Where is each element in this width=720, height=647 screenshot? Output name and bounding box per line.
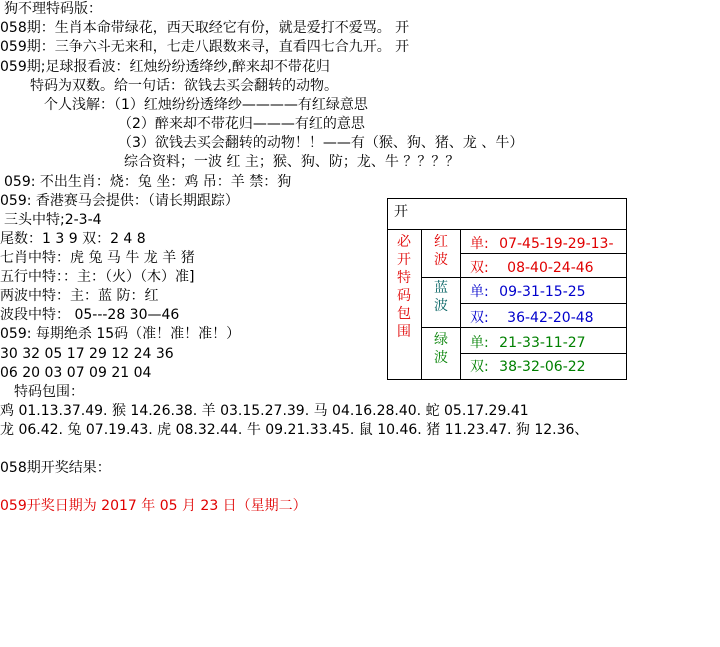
green-odd-row: [470, 332, 586, 352]
text-line: 综合资料；一波 红 主；猴、狗、防；龙、牛 ？？？？: [124, 154, 460, 170]
text-line: 波段中特： 05---28 30—46: [0, 307, 180, 323]
box-header: 开: [394, 204, 408, 220]
text-line: 059: 每期绝杀 15码（准！准！准！）: [0, 326, 241, 342]
red-odd-numbers: 07-45-19-29-13-: [499, 236, 614, 252]
text-line: 个人浅解：（1）红烛纷纷透绛纱————有红绿意思: [44, 97, 368, 113]
green-even-numbers: 38-32-06-22: [499, 359, 586, 375]
red-wave-label-text: 红波: [434, 234, 448, 268]
odd-label: 单:: [470, 335, 489, 351]
page-title: 狗不理特码版：: [4, 1, 102, 17]
side-label: [390, 233, 418, 341]
text-line: 鸡 01.13.37.49. 猴 14.26.38. 羊 03.15.27.39. 马 04.16.28.40. 蛇 05.17.29.41: [0, 403, 529, 419]
text-line: 058期：生肖本命带绿花，西天取经它有份，就是爱打不爱骂。 开: [0, 20, 410, 36]
red-odd-row: [470, 233, 614, 253]
green-even-row: [470, 356, 586, 376]
even-label: 双:: [470, 359, 489, 375]
odd-label: 单:: [470, 236, 489, 252]
text-line: 30 32 05 17 29 12 24 36: [0, 346, 174, 362]
blue-even-row: [470, 307, 594, 327]
even-label: 双:: [470, 260, 489, 276]
text-line: 059期;足球报看波：红烛纷纷透绛纱,醉来却不带花归: [0, 59, 330, 75]
text-line: 特码包围：: [14, 384, 84, 400]
even-label: 双:: [470, 310, 489, 326]
green-wave-label: [424, 331, 458, 367]
text-line: （2）醉来却不带花归———有红的意思: [118, 116, 365, 132]
red-even-numbers: 08-40-24-46: [507, 260, 594, 276]
text-line: 059: 香港赛马会提供：（请长期跟踪）: [0, 193, 239, 209]
text-line: （3）欲钱去买会翻转的动物！！——有（猴、狗、猪、龙 、牛）: [118, 135, 524, 151]
green-wave-label-text: 绿波: [434, 332, 448, 366]
text-line: 06 20 03 07 09 21 04: [0, 365, 152, 381]
blue-odd-row: [470, 281, 586, 301]
draw-date-line: 059开奖日期为 2017 年 05 月 23 日（星期二）: [0, 498, 307, 514]
text-line: 两波中特：主：蓝 防：红: [0, 288, 159, 304]
text-line: 龙 06.42. 兔 07.19.43. 虎 08.32.44. 牛 09.21.33.45. 鼠 10.46. 猪 11.23.47. 狗 12.36、: [0, 422, 589, 438]
text-line: 059: 不出生肖：烧：兔 坐：鸡 吊：羊 禁：狗: [4, 174, 292, 190]
green-odd-numbers: 21-33-11-27: [499, 335, 586, 351]
odd-label: 单:: [470, 284, 489, 300]
text-line: 059期：三争六斗无来和，七走八跟数来寻，直看四七合九开。 开: [0, 39, 410, 55]
text-line: 058期开奖结果：: [0, 460, 111, 476]
text-line: 七肖中特：虎 兔 马 牛 龙 羊 猪: [0, 250, 195, 266]
text-line: 五行中特：：主：（火）（木）准]: [0, 269, 195, 285]
blue-even-numbers: 36-42-20-48: [507, 310, 594, 326]
text-line: 尾数：1 3 9 双：2 4 8: [0, 231, 146, 247]
red-even-row: [470, 257, 594, 277]
side-label-text: 必开特码包围: [397, 234, 411, 340]
blue-wave-label: [424, 279, 458, 315]
red-wave-label: [424, 233, 458, 269]
blue-odd-numbers: 09-31-15-25: [499, 284, 586, 300]
text-line: 特码为双数。给一句话：欲钱去买会翻转的动物。: [30, 78, 338, 94]
special-code-box: [387, 198, 627, 380]
blue-wave-label-text: 蓝波: [434, 280, 448, 314]
text-line: 三头中特;2-3-4: [4, 212, 102, 228]
